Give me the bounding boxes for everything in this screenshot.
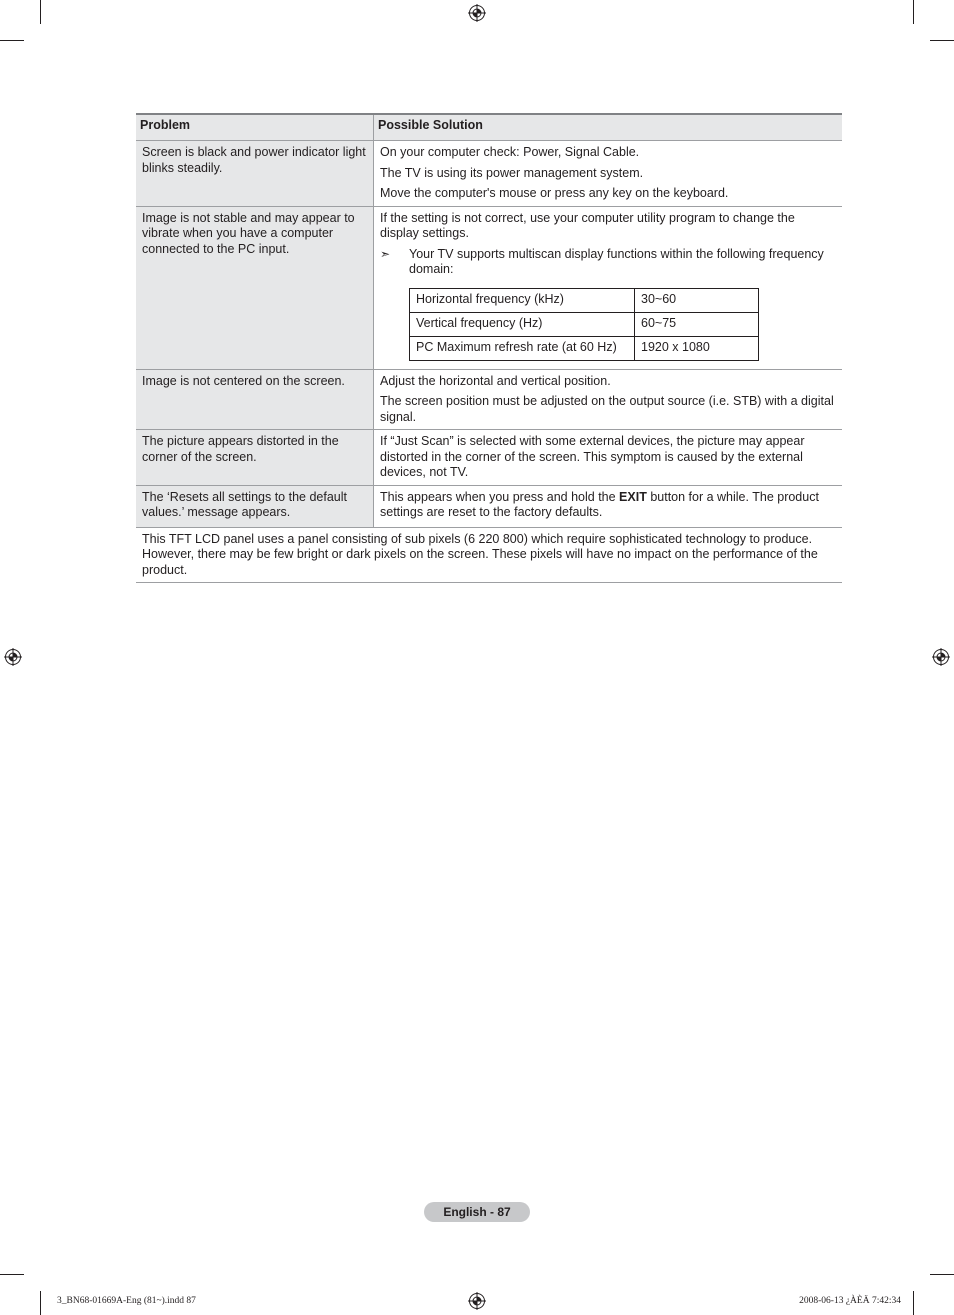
solution-text: If the setting is not correct, use your computer utility program to change the display settings. bbox=[380, 210, 795, 240]
table-row bbox=[136, 141, 842, 207]
crop-mark bbox=[0, 40, 24, 41]
crop-mark bbox=[913, 0, 914, 24]
solution-cell bbox=[374, 485, 843, 527]
table-row bbox=[136, 485, 842, 527]
footnote: This TFT LCD panel uses a panel consisting of sub pixels (6 220 800) which require sophisticated technology to produce. However, there may be few bright or dark pixels on the screen. These pixels will have no impact on the performance of the product. bbox=[136, 527, 842, 583]
solution-cell bbox=[374, 141, 843, 207]
frequency-value: 30~60 bbox=[635, 288, 759, 312]
solution-cell bbox=[374, 206, 843, 369]
frequency-label: Horizontal frequency (kHz) bbox=[410, 288, 635, 312]
solution-text bbox=[380, 490, 836, 521]
exit-button-label: EXIT bbox=[619, 489, 647, 504]
crop-mark bbox=[0, 1274, 24, 1275]
solution-cell bbox=[374, 430, 843, 486]
table-row bbox=[136, 430, 842, 486]
solution-text: If “Just Scan” is selected with some external devices, the picture may appear distorted in the corner of the screen. This symptom is caused by the external devices, not TV. bbox=[380, 434, 805, 479]
note-arrow-icon: ➣ bbox=[380, 246, 391, 261]
solution-cell bbox=[374, 369, 843, 430]
problem-cell: The picture appears distorted in the corner of the screen. bbox=[136, 430, 374, 486]
note-text: Your TV supports multiscan display functions within the following frequency domain: bbox=[409, 246, 824, 276]
frequency-value: 1920 x 1080 bbox=[635, 336, 759, 360]
slug-timestamp: 2008-06-13 ¿ÀÈÄ 7:42:34 bbox=[799, 1296, 901, 1306]
problem-cell: The ‘Resets all settings to the default values.’ message appears. bbox=[136, 485, 374, 527]
crop-mark bbox=[930, 1274, 954, 1275]
crop-mark bbox=[40, 1291, 41, 1315]
registration-mark-icon bbox=[468, 4, 486, 22]
table-row bbox=[136, 369, 842, 430]
solution-text: Move the computer's mouse or press any key on the keyboard. bbox=[380, 186, 729, 200]
footnote-row bbox=[136, 527, 842, 583]
solution-text-part: This appears when you press and hold the bbox=[380, 489, 620, 504]
frequency-row bbox=[410, 288, 759, 312]
crop-mark bbox=[913, 1291, 914, 1315]
solution-text: Adjust the horizontal and vertical position. bbox=[380, 373, 611, 388]
frequency-row bbox=[410, 312, 759, 336]
column-header-problem: Problem bbox=[136, 114, 374, 141]
crop-mark bbox=[930, 40, 954, 41]
registration-mark-icon bbox=[468, 1292, 486, 1310]
problem-cell: Image is not centered on the screen. bbox=[136, 369, 374, 430]
crop-mark bbox=[40, 0, 41, 24]
registration-mark-icon bbox=[4, 648, 22, 666]
frequency-label: Vertical frequency (Hz) bbox=[410, 312, 635, 336]
frequency-value: 60~75 bbox=[635, 312, 759, 336]
column-header-solution: Possible Solution bbox=[374, 114, 843, 141]
solution-text: The screen position must be adjusted on the output source (i.e. STB) with a digital signal. bbox=[380, 394, 834, 424]
table-header-row bbox=[136, 114, 842, 141]
troubleshooting-table bbox=[136, 113, 842, 583]
registration-mark-icon bbox=[932, 648, 950, 666]
solution-text: On your computer check: Power, Signal Cable. bbox=[380, 145, 640, 159]
slug-filename: 3_BN68-01669A-Eng (81~).indd 87 bbox=[57, 1296, 196, 1306]
frequency-table bbox=[409, 288, 759, 361]
problem-cell: Screen is black and power indicator light blinks steadily. bbox=[136, 141, 374, 207]
frequency-label: PC Maximum refresh rate (at 60 Hz) bbox=[410, 336, 635, 360]
problem-cell: Image is not stable and may appear to vibrate when you have a computer connected to the PC input. bbox=[136, 206, 374, 369]
page-number: English - 87 bbox=[424, 1202, 530, 1222]
note bbox=[380, 247, 836, 278]
frequency-row bbox=[410, 336, 759, 360]
solution-text: The TV is using its power management system. bbox=[380, 165, 644, 180]
solution-text-part: button for a while. The product settings are reset to the factory defaults. bbox=[380, 489, 819, 519]
table-row bbox=[136, 206, 842, 369]
